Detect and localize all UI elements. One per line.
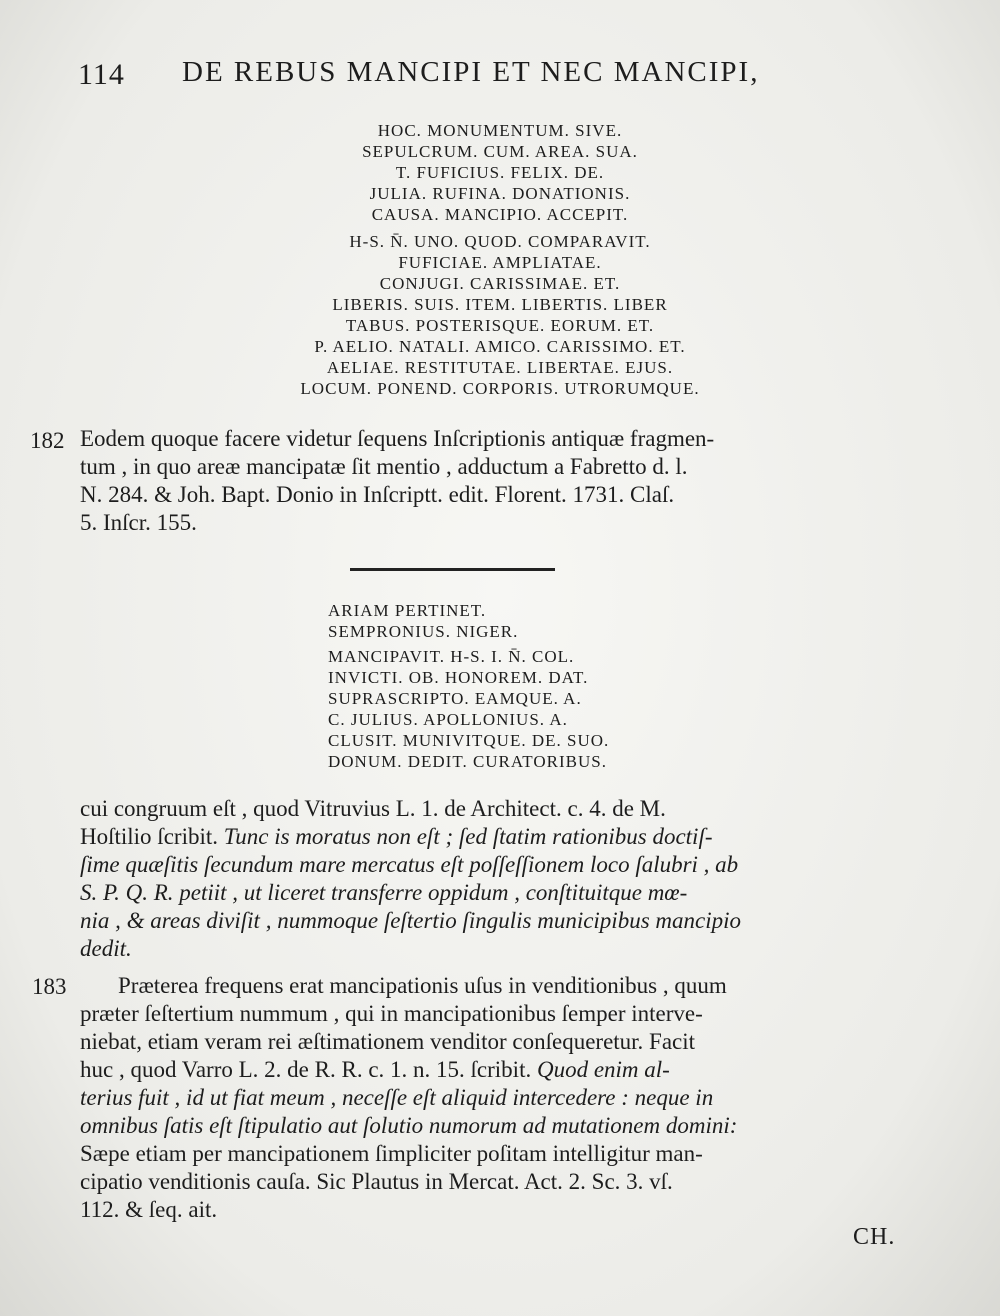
inscription-line: T. FUFICIUS. FELIX. DE.: [395, 163, 605, 182]
paragraph-183: [80, 972, 910, 1224]
inscription-monument: [0, 120, 1000, 399]
text-line: Eodem quoque facere videtur ſequens Inſcriptionis antiquæ fragmen-: [80, 426, 715, 451]
text-line: S. P. Q. R. petiit , ut liceret transferre oppidum , conſtituitque mœ-: [80, 880, 688, 905]
text-line: cipatio venditionis cauſa. Sic Plautus in Mercat. Act. 2. Sc. 3. vſ.: [80, 1169, 673, 1194]
marginal-number-183: 183: [32, 974, 67, 999]
page-header: [78, 56, 868, 100]
inscription-line: H-S. N̄. UNO. QUOD. COMPARAVIT.: [349, 232, 651, 251]
text-line: [80, 823, 910, 851]
running-title: DE REBUS MANCIPI ET NEC MANCIPI,: [182, 56, 760, 88]
page-number: 114: [78, 58, 125, 91]
marginal-number-182: 182: [30, 428, 65, 453]
text-line: Sæpe etiam per mancipationem ſimpliciter poſitam intelligitur man-: [80, 1141, 703, 1166]
inscription-line: HOC. MONUMENTUM. SIVE.: [377, 121, 623, 140]
inscription-fragment: [328, 600, 748, 772]
inscription-line: SUPRASCRIPTO. EAMQUE. A.: [328, 689, 582, 708]
paragraph-vitruvius: [80, 795, 910, 963]
inscription-line: C. JULIUS. APOLLONIUS. A.: [328, 710, 568, 729]
inscription-line: INVICTI. OB. HONOREM. DAT.: [328, 668, 589, 687]
text-line: nia , & areas diviſit , nummoque ſeſtertio ſingulis municipibus mancipio: [80, 908, 741, 933]
fragment-rule: [350, 568, 555, 571]
roman-text: huc , quod Varro L. 2. de R. R. c. 1. n. 15. ſcribit.: [80, 1057, 537, 1082]
text-line: præter ſeſtertium nummum , qui in mancipationibus ſemper interve-: [80, 1001, 703, 1026]
inscription-line: SEMPRONIUS. NIGER.: [328, 622, 519, 641]
text-line: 112. & ſeq. ait.: [80, 1197, 218, 1222]
text-line: omnibus ſatis eſt ſtipulatio aut ſolutio numorum ad mutationem domini:: [80, 1113, 738, 1138]
catchword: CH.: [853, 1224, 896, 1250]
italic-quote: Tunc is moratus non eſt ; ſed ſtatim rationibus doctiſ-: [223, 824, 713, 849]
text-line: 5. Inſcr. 155.: [80, 510, 197, 535]
inscription-line: TABUS. POSTERISQUE. EORUM. ET.: [345, 316, 655, 335]
text-line: dedit.: [80, 936, 132, 961]
inscription-line: P. AELIO. NATALI. AMICO. CARISSIMO. ET.: [314, 337, 686, 356]
text-line: Præterea frequens erat mancipationis uſus in venditionibus , quum: [118, 973, 727, 998]
text-line: terius fuit , id ut fiat meum , neceſſe eſt aliquid intercedere : neque in: [80, 1085, 714, 1110]
inscription-line: CAUSA. MANCIPIO. ACCEPIT.: [371, 205, 629, 224]
inscription-line: DONUM. DEDIT. CURATORIBUS.: [328, 752, 607, 771]
inscription-line: SEPULCRUM. CUM. AREA. SUA.: [362, 142, 638, 161]
inscription-line: MANCIPAVIT. H-S. I. N̄. COL.: [328, 647, 575, 666]
text-line: [80, 1056, 910, 1084]
inscription-line: CLUSIT. MUNIVITQUE. DE. SUO.: [328, 731, 610, 750]
text-line: N. 284. & Joh. Bapt. Donio in Inſcriptt. edit. Florent. 1731. Claſ.: [80, 482, 675, 507]
text-line: ſime quæſitis ſecundum mare mercatus eſt poſſeſſionem loco ſalubri , ab: [80, 852, 739, 877]
text-line: cui congruum eſt , quod Vitruvius L. 1. de Architect. c. 4. de M.: [80, 796, 666, 821]
inscription-line: ARIAM PERTINET.: [328, 601, 487, 620]
text-line: tum , in quo areæ mancipatæ ſit mentio , adductum a Fabretto d. l.: [80, 454, 688, 479]
text-line: niebat, etiam veram rei æſtimationem venditor conſequeretur. Facit: [80, 1029, 696, 1054]
inscription-line: LIBERIS. SUIS. ITEM. LIBERTIS. LIBER: [332, 295, 668, 314]
inscription-line: JULIA. RUFINA. DONATIONIS.: [369, 184, 631, 203]
inscription-line: CONJUGI. CARISSIMAE. ET.: [379, 274, 621, 293]
inscription-line: LOCUM. PONEND. CORPORIS. UTRORUMQUE.: [300, 379, 700, 398]
roman-text: Hoſtilio ſcribit.: [80, 824, 224, 849]
inscription-line: AELIAE. RESTITUTAE. LIBERTAE. EJUS.: [326, 358, 674, 377]
italic-quote: Quod enim al-: [536, 1057, 670, 1082]
paragraph-182: [80, 425, 910, 537]
inscription-line: FUFICIAE. AMPLIATAE.: [398, 253, 602, 272]
